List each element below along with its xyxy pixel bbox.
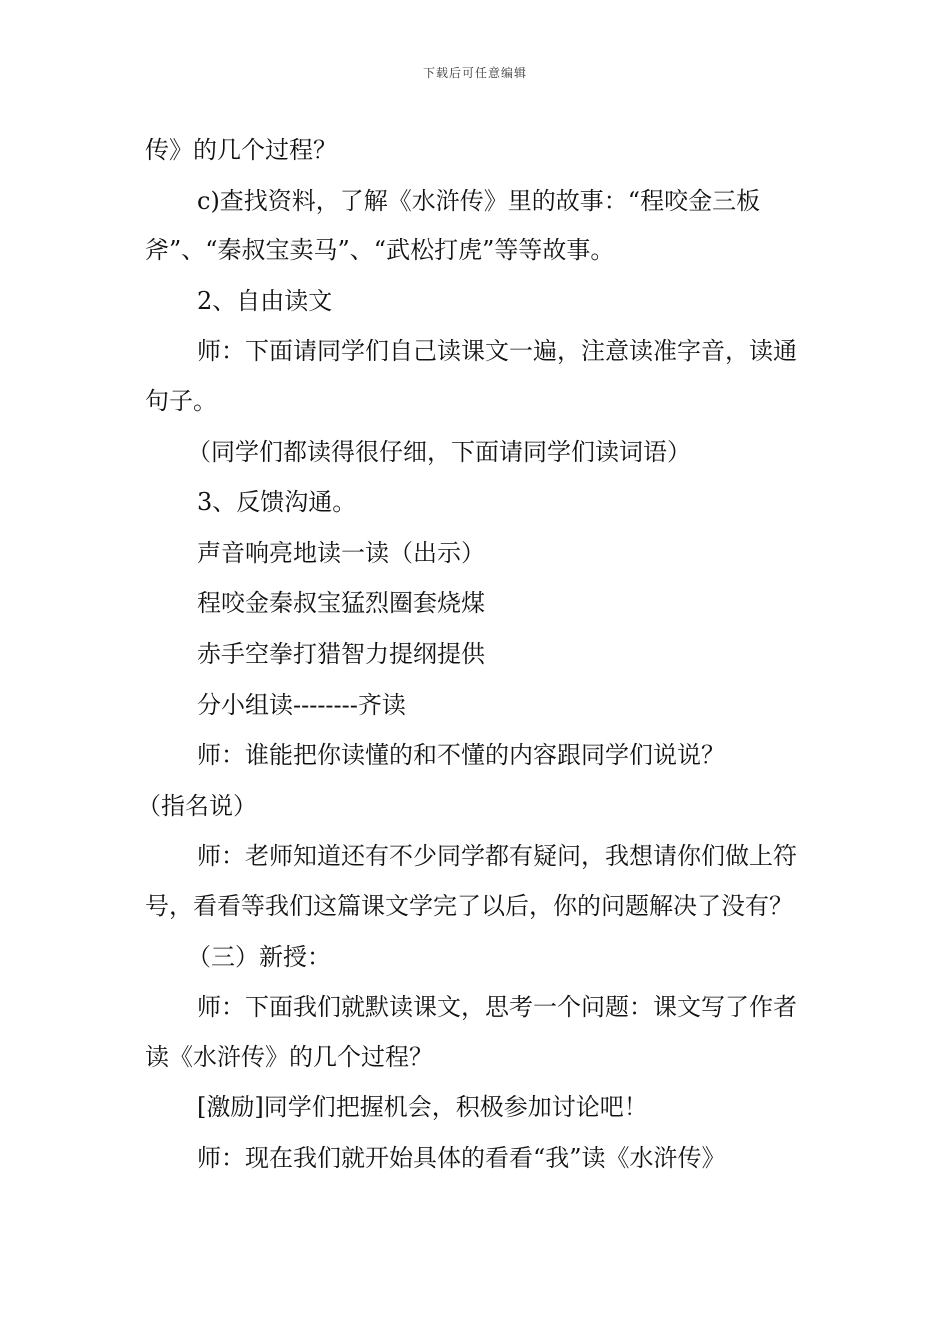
word-list-line: 程咬金秦叔宝猛烈圈套烧煤 [197, 589, 485, 618]
paragraph: [激励]同学们把握机会，积极参加讨论吧！ [197, 1093, 648, 1122]
page-header: 下载后可任意编辑 [422, 66, 527, 80]
section-heading: （三）新授： [187, 942, 331, 971]
paragraph: 师：下面请同学们自己读课文一遍，注意读准字音，读通句子。 [145, 337, 797, 415]
paragraph: 传》的几个过程？ [145, 136, 337, 164]
paragraph: 2、自由读文 [197, 286, 333, 315]
paragraph: 3、反馈沟通。 [197, 488, 357, 517]
paragraph: 师：谁能把你读懂的和不懂的内容跟同学们说说？ [197, 741, 725, 770]
paragraph: 师：现在我们就开始具体的看看“我”读《水浒传》 [197, 1143, 726, 1172]
paragraph: 分小组读--------齐读 [197, 690, 406, 719]
word-list-line: 赤手空拳打猎智力提纲提供 [197, 639, 485, 668]
paragraph: （同学们都读得很仔细，下面请同学们读词语） [187, 437, 691, 466]
paragraph: （指名说） [137, 791, 257, 820]
paragraph: 师：下面我们就默读课文，思考一个问题：课文写了作者读《水浒传》的几个过程？ [145, 993, 797, 1071]
document-body [137, 126, 813, 1184]
paragraph: 师：老师知道还有不少同学都有疑问，我想请你们做上符号，看看等我们这篇课文学完了以后，你的问题解决了没有？ [145, 842, 797, 920]
paragraph: c)查找资料，了解《水浒传》里的故事：“程咬金三板斧”、“秦叔宝卖马”、“武松打虎”等等故事。 [145, 186, 761, 265]
paragraph: 声音响亮地读一读（出示） [197, 538, 485, 567]
